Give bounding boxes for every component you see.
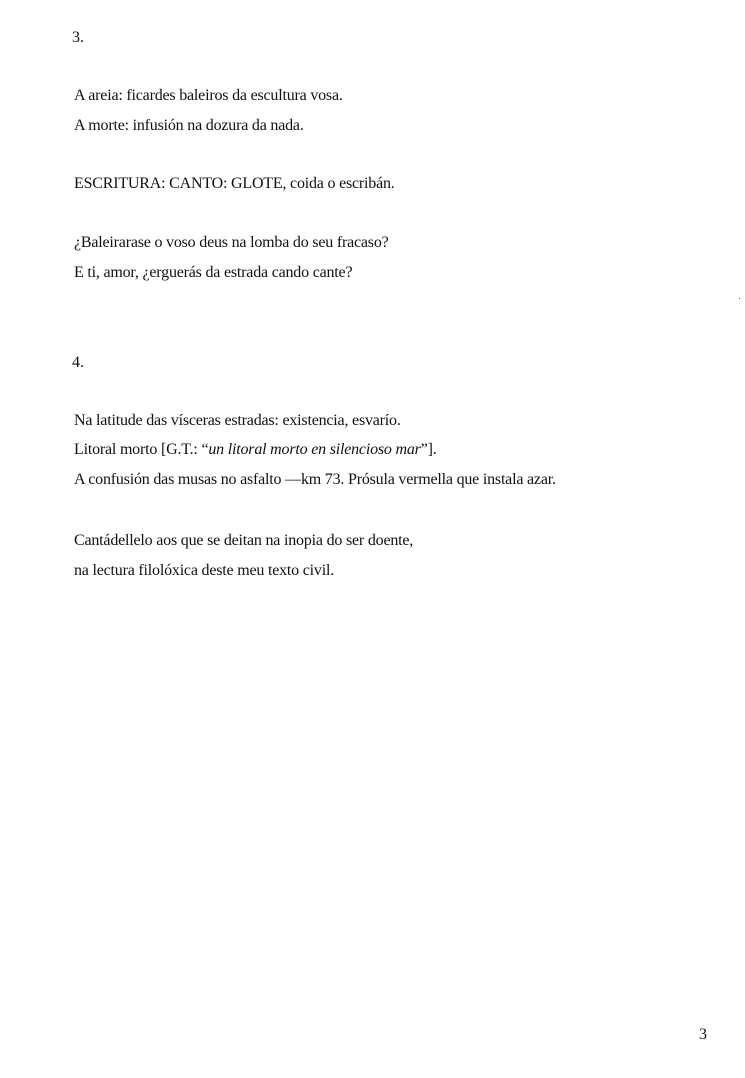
poem-line: E ti, amor, ¿erguerás da estrada cando cante? (74, 264, 353, 281)
scan-speck (739, 298, 740, 299)
poem-number: 4. (72, 354, 84, 371)
quote-prefix: Litoral morto [G.T.: “ (74, 441, 209, 458)
poem-line: ESCRITURA: CANTO: GLOTE, coida o escribán. (74, 175, 395, 192)
page-number: 3 (699, 1026, 707, 1043)
poem-line: Cantádellelo aos que se deitan na inopia do ser doente, (74, 532, 414, 549)
poem-line: A morte: infusión na dozura da nada. (74, 117, 304, 134)
poem-line: ¿Baleirarase o voso deus na lomba do seu fracaso? (74, 234, 389, 251)
poem-quote-line (74, 440, 437, 460)
quote-suffix: ”]. (420, 441, 437, 458)
poem-line: A areia: ficardes baleiros da escultura vosa. (74, 87, 343, 104)
poem-line: A confusión das musas no asfalto —km 73. Prósula vermella que instala azar. (74, 471, 556, 488)
poem-line: na lectura filolóxica deste meu texto civil. (74, 562, 334, 579)
poem-number: 3. (72, 29, 84, 46)
poem-line: Na latitude das vísceras estradas: existencia, esvarío. (74, 412, 401, 429)
quote-italic: un litoral morto en silencioso mar (208, 441, 421, 458)
